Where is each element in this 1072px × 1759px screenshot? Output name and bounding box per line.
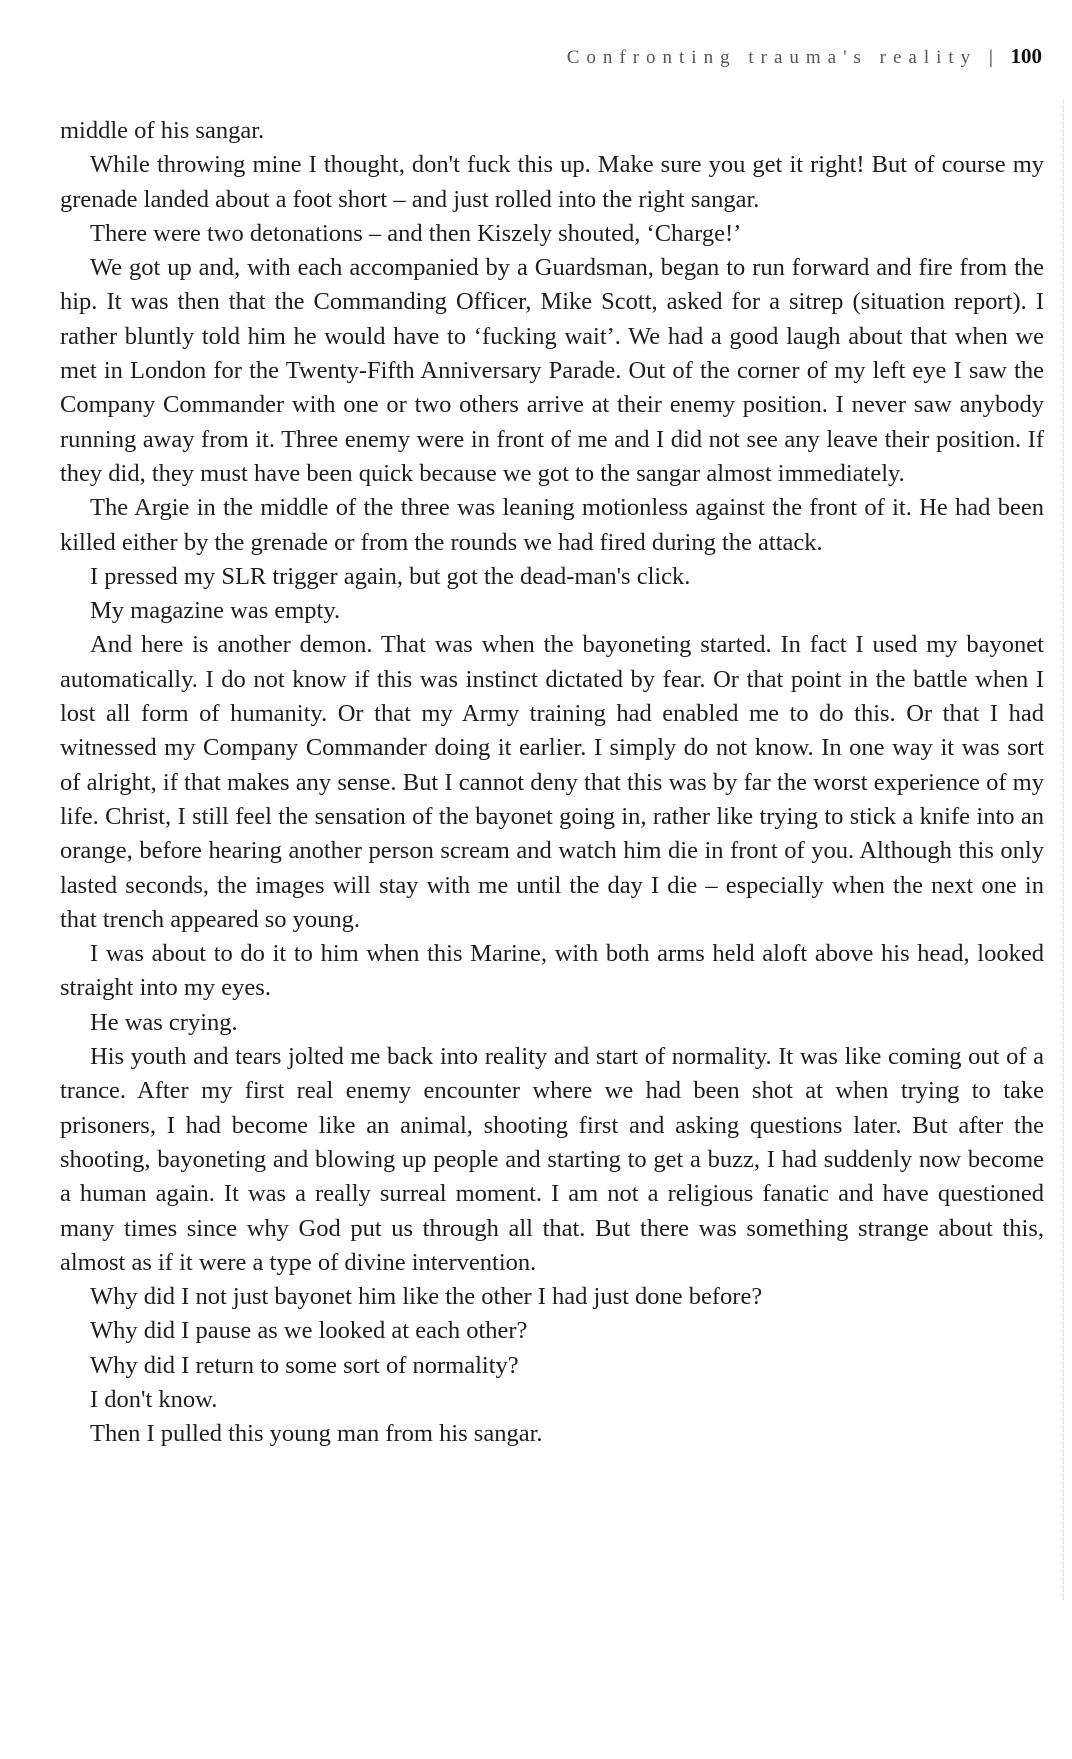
running-title: Confronting trauma's reality [566, 47, 978, 68]
running-head [567, 44, 1042, 69]
paragraph-5: The Argie in the middle of the three was leaning motionless against the front of it. He had been killed either by the grenade or from the rounds we had fired during the attack. [60, 494, 1044, 556]
scan-edge-marks [1059, 100, 1064, 1600]
paragraph-15: I don't know. [90, 1385, 218, 1413]
body-text [60, 114, 1044, 1452]
paragraph-11: His youth and tears jolted me back into reality and start of normality. It was like coming out of a trance. After my first real enemy encounter where we had been shot at when trying to take prisoners, I had become like an animal, shooting first and asking questions later. But after the shooting, bayoneting and blowing up people and starting to get a buzz, I had suddenly now become a human again. It was a really surreal moment. I am not a religious fanatic and have questioned many times since why God put us through all that. But there was something strange about this, almost as if it were a type of divine intervention. [60, 1043, 1044, 1276]
header-divider: | [988, 47, 993, 68]
paragraph-12: Why did I not just bayonet him like the other I had just done before? [90, 1283, 763, 1311]
page-number: 100 [1010, 44, 1042, 68]
paragraph-8: And here is another demon. That was when the bayoneting started. In fact I used my bayonet automatically. I do not know if this was instinct dictated by fear. Or that point in the battle when I lost all form of humanity. Or that my Army training had enabled me to do this. Or that I had witnessed my Company Commander doing it earlier. I simply do not know. In one way it was sort of alright, if that makes any sense. But I cannot deny that this was by far the worst experience of my life. Christ, I still feel the sensation of the bayonet going in, rather like trying to stick a knife into an orange, before hearing another person scream and watch him die in front of you. Although this only lasted seconds, the images will stay with me until the day I die – especially when the next one in that trench appeared so young. [60, 631, 1044, 933]
paragraph-16: Then I pulled this young man from his sangar. [90, 1420, 543, 1448]
paragraph-9: I was about to do it to him when this Marine, with both arms held aloft above his head, looked straight into my eyes. [60, 940, 1044, 1002]
paragraph-7: My magazine was empty. [90, 597, 341, 625]
paragraph-6: I pressed my SLR trigger again, but got the dead-man's click. [90, 562, 691, 590]
paragraph-3: There were two detonations – and then Kiszely shouted, ‘Charge!’ [90, 219, 742, 247]
paragraph-14: Why did I return to some sort of normality? [90, 1351, 519, 1379]
paragraph-4: We got up and, with each accompanied by a Guardsman, began to run forward and fire from the hip. It was then that the Commanding Officer, Mike Scott, asked for a sitrep (situation report). I rather bluntly told him he would have to ‘fucking wait’. We had a good laugh about that when we met in London for the Twenty-Fifth Anniversary Parade. Out of the corner of my left eye I saw the Company Commander with one or two others arrive at their enemy position. I never saw anybody running away from it. Three enemy were in front of me and I did not see any leave their position. If they did, they must have been quick because we got to the sangar almost immediately. [60, 254, 1044, 487]
paragraph-10: He was crying. [90, 1008, 238, 1036]
paragraph-13: Why did I pause as we looked at each other? [90, 1317, 528, 1345]
paragraph-1: middle of his sangar. [60, 117, 265, 144]
paragraph-2: While throwing mine I thought, don't fuck this up. Make sure you get it right! But of course my grenade landed about a foot short – and just rolled into the right sangar. [60, 151, 1044, 213]
